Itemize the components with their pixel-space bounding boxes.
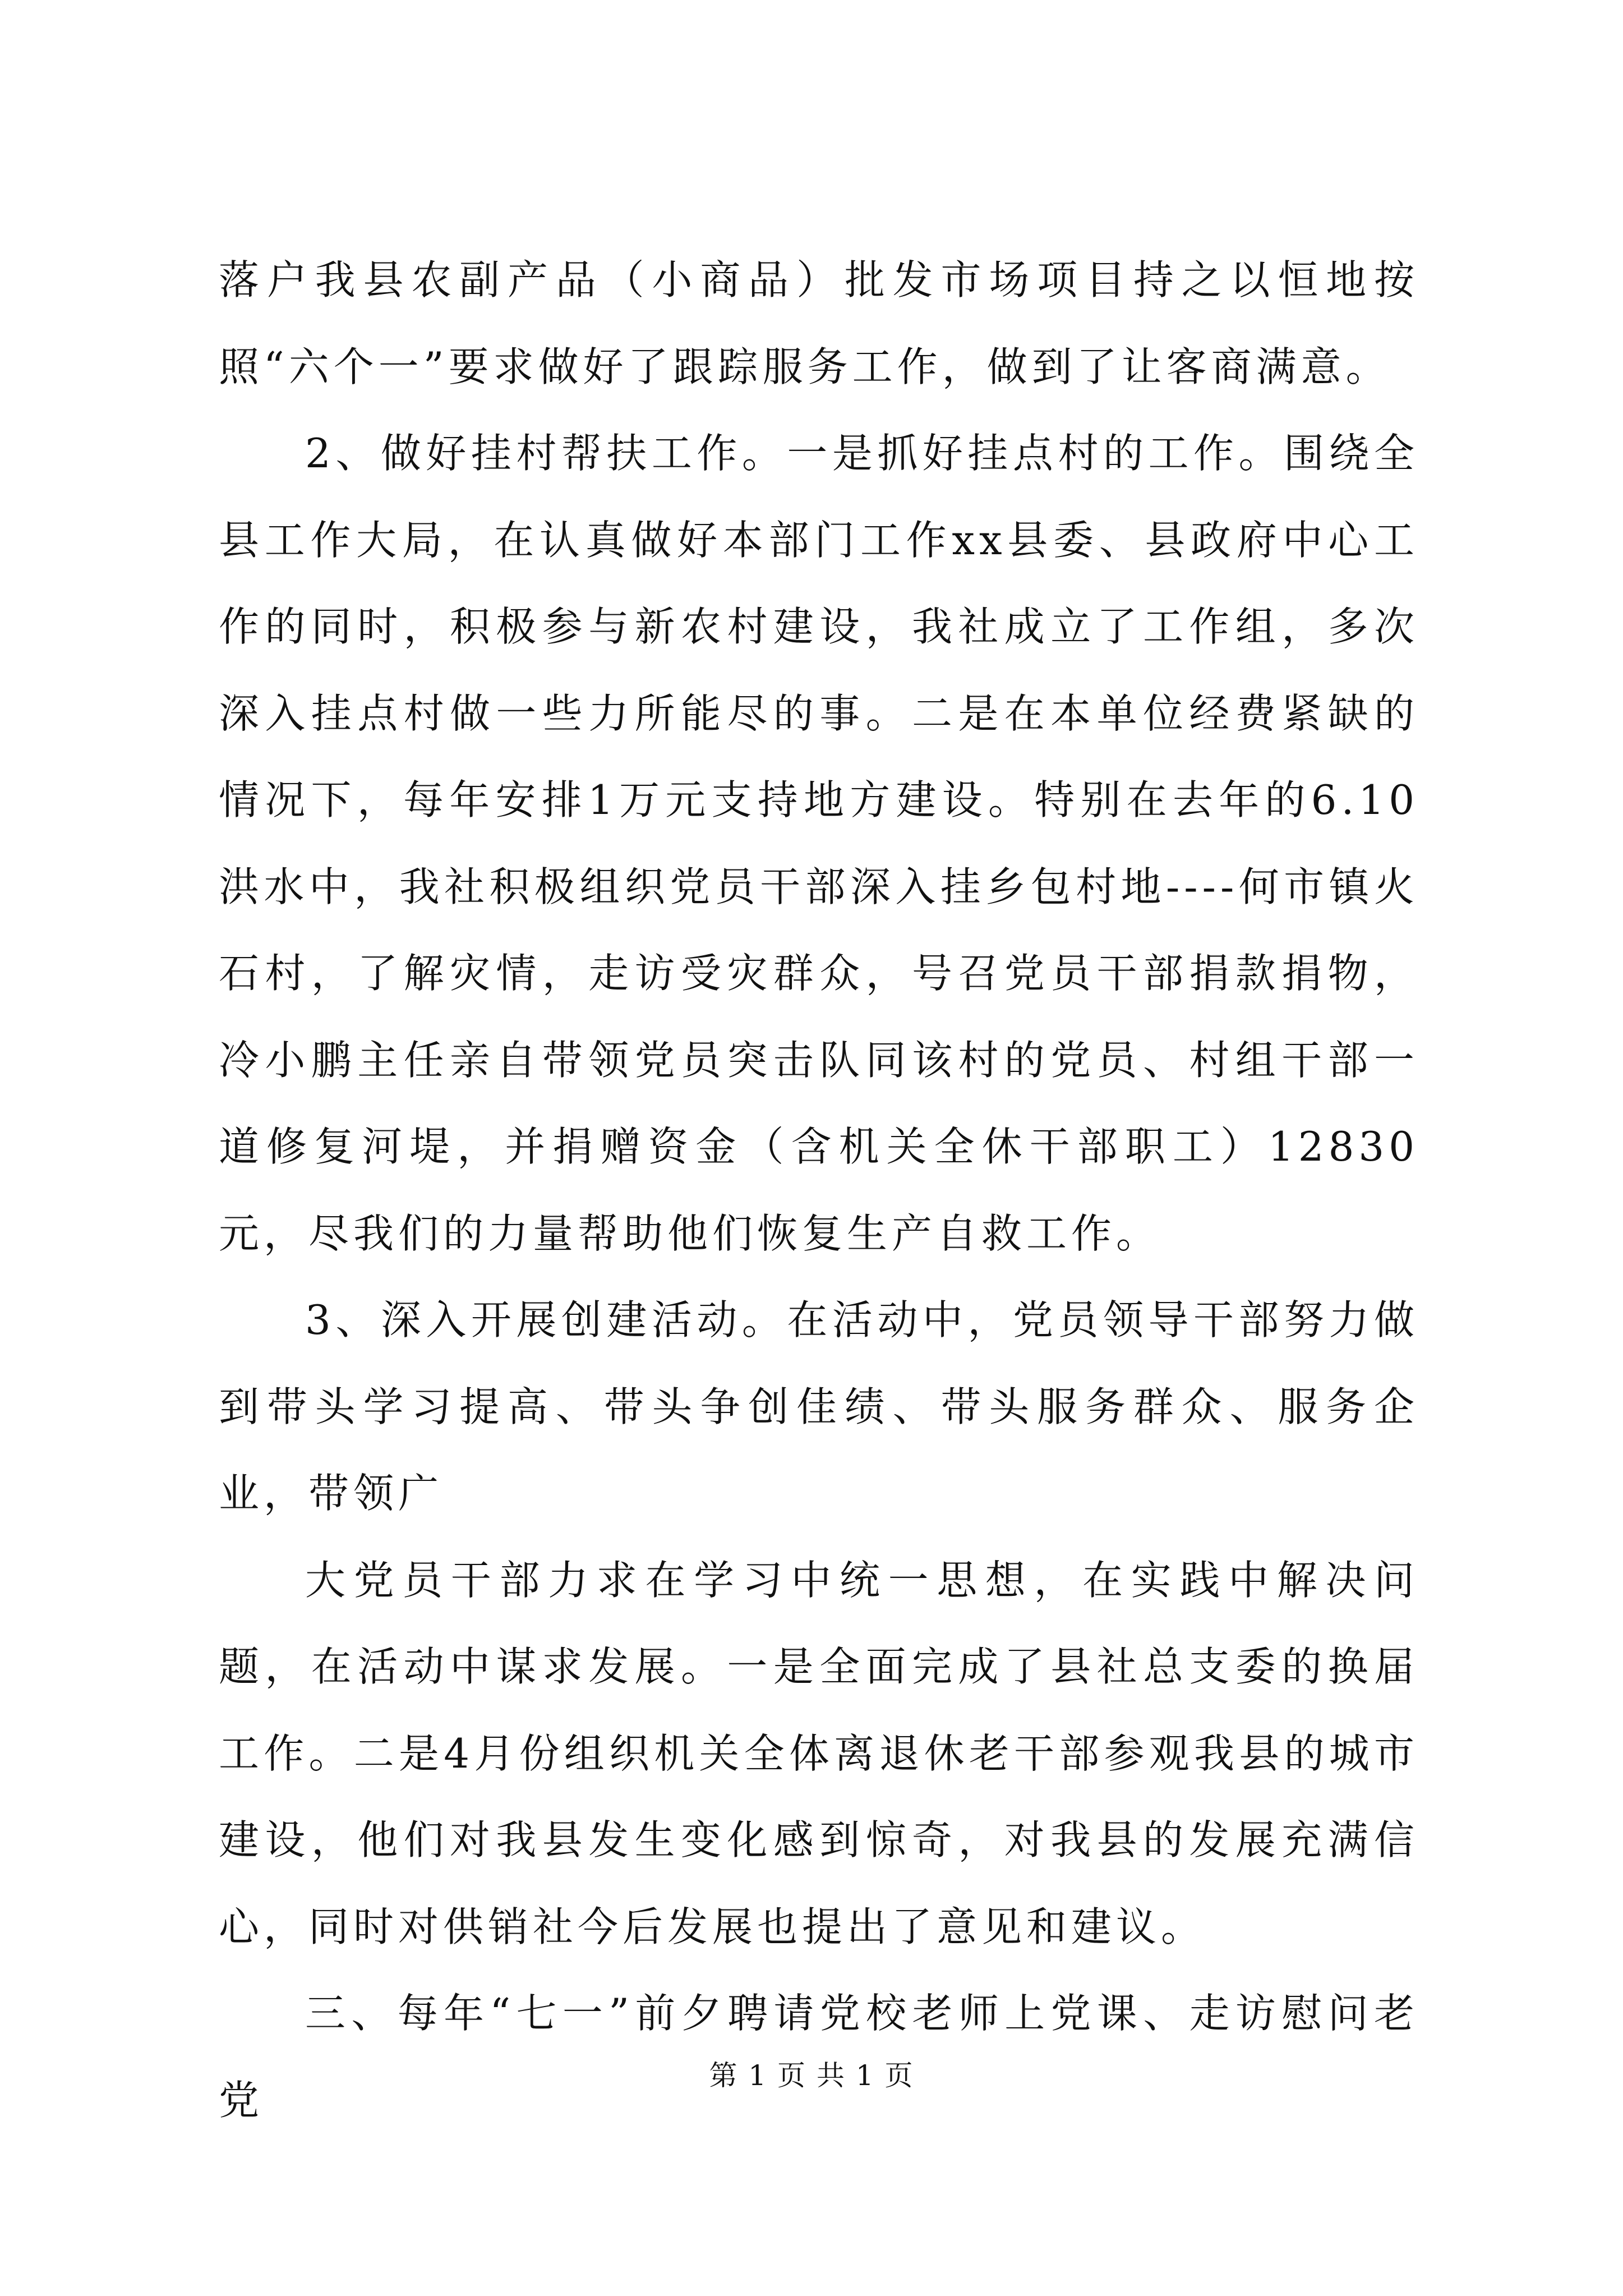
document-body: [219, 237, 1419, 2143]
paragraph: 三、每年“七一”前夕聘请党校老师上党课、走访慰问老党: [219, 1990, 1419, 2124]
paragraph: 3、深入开展创建活动。在活动中，党员领导干部努力做到带头学习提高、带头争创佳绩、带头服务群众、服务企业，带领广: [219, 1296, 1419, 1517]
paragraph: 大党员干部力求在学习中统一思想，在实践中解决问题，在活动中谋求发展。一是全面完成了县社总支委的换届工作。二是4月份组织机关全体离退休老干部参观我县的城市建设，他们对我县发生变化感到惊奇，对我县的发展充满信心，同时对供销社今后发展也提出了意见和建议。: [219, 1556, 1419, 1950]
paragraph: 落户我县农副产品（小商品）批发市场项目持之以恒地按照“六个一”要求做好了跟踪服务工作，做到了让客商满意。: [219, 256, 1419, 390]
paragraph: 2、做好挂村帮扶工作。一是抓好挂点村的工作。围绕全县工作大局，在认真做好本部门工作xx县委、县政府中心工作的同时，积极参与新农村建设，我社成立了工作组，多次深入挂点村做一些力所能尽的事。二是在本单位经费紧缺的情况下，每年安排1万元支持地方建设。特别在去年的6.10洪水中，我社积极组织党员干部深入挂乡包村地----何市镇火石村，了解灾情，走访受灾群众，号召党员干部捐款捐物，冷小鹏主任亲自带领党员突击队同该村的党员、村组干部一道修复河堤，并捐赠资金（含机关全休干部职工）12830元，尽我们的力量帮助他们恢复生产自救工作。: [219, 430, 1419, 1257]
page-number-footer: 第 1 页 共 1 页: [709, 2059, 914, 2092]
